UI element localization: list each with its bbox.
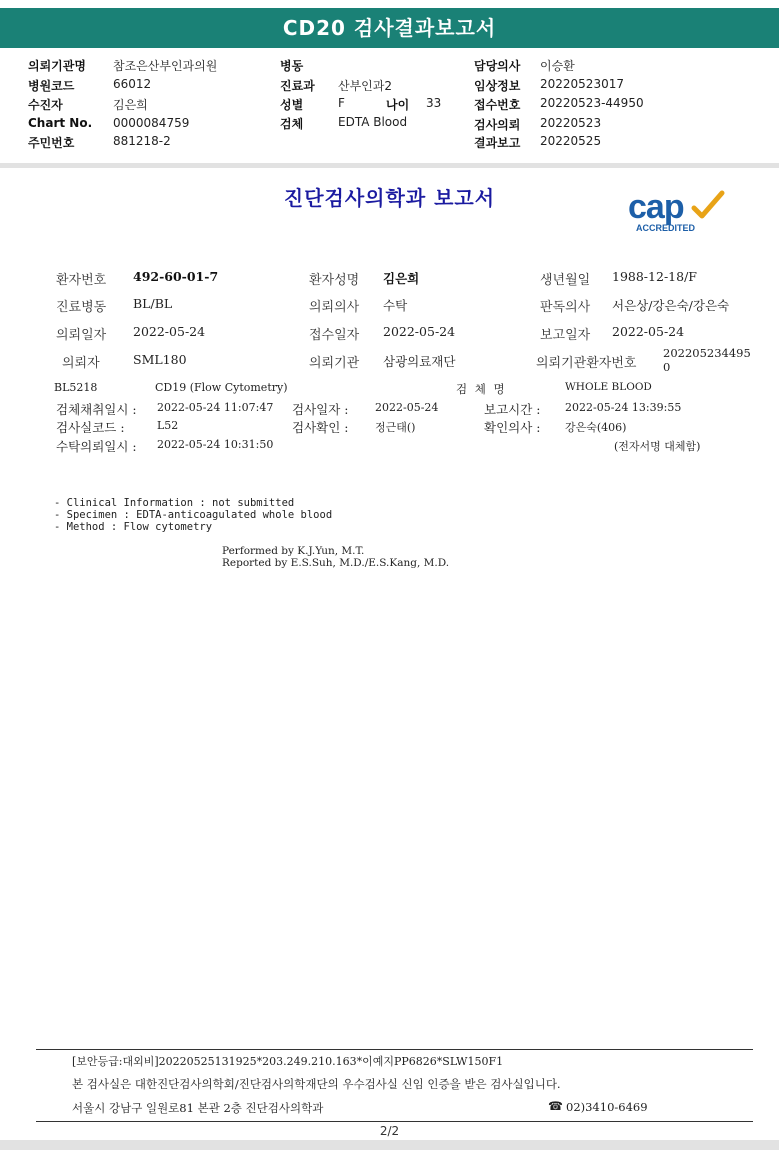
hospital-code-value: 66012 (113, 77, 152, 91)
outsource-time-value: 2022-05-24 10:31:50 (157, 438, 274, 451)
birthdate-value: 1988-12-18/F (612, 269, 697, 284)
department-value: 산부인과2 (338, 79, 393, 93)
receipt-no-label: 접수번호 (474, 98, 521, 112)
note-clinical-info: - Clinical Information : not submitted (54, 497, 295, 509)
certification-text: 본 검사실은 대한진단검사의학회/진단검사의학재단의 우수검사실 신임 인증을 받은 검사실입니다. (72, 1077, 561, 1091)
request-date-label: 의뢰일자 (56, 328, 107, 343)
requester-value: SML180 (133, 352, 187, 367)
sex-label: 성별 (280, 98, 304, 112)
document-title: CD20 검사결과보고서 (282, 16, 497, 40)
test-date-value: 2022-05-24 (375, 401, 439, 414)
department-label: 진료과 (280, 79, 315, 93)
lab-code-label: 검사실코드 : (56, 420, 125, 435)
institution-patient-no-wrap: 0 (663, 360, 671, 374)
request-date-value: 2022-05-24 (133, 324, 206, 339)
phone-icon: ☎ (548, 1099, 563, 1113)
cap-logo-text: cap (628, 188, 684, 226)
confirm-doctor-label: 확인의사 : (484, 420, 541, 435)
test-name: CD19 (Flow Cytometry) (155, 381, 288, 394)
lab-phone: 02)3410-6469 (566, 1100, 648, 1114)
hospital-code-label: 병원코드 (28, 79, 75, 93)
patient-label: 수진자 (28, 98, 63, 112)
cap-accredited-logo (626, 190, 736, 236)
report-time-value: 2022-05-24 13:39:55 (565, 401, 682, 414)
receipt-no-value: 20220523-44950 (540, 96, 644, 110)
footer-bottom-rule (36, 1121, 753, 1122)
requesting-doctor-value: 수탁 (383, 298, 408, 313)
footer-top-rule (36, 1049, 753, 1050)
patient-no-label: 환자번호 (56, 273, 107, 288)
institution-patient-no-label: 의뢰기관환자번호 (536, 356, 637, 371)
ward-code-label: 진료병동 (56, 300, 107, 315)
reading-doctor-label: 판독의사 (540, 300, 591, 315)
outsource-time-label: 수탁의뢰일시 : (56, 439, 137, 454)
chart-no-value: 0000084759 (113, 116, 190, 130)
result-report-value: 20220525 (540, 134, 602, 148)
report-date-label: 보고일자 (540, 328, 591, 343)
test-confirm-value: 정근태() (375, 421, 416, 434)
result-report-label: 결과보고 (474, 136, 521, 150)
test-confirm-label: 검사확인 : (292, 420, 349, 435)
chart-no-label: Chart No. (28, 116, 93, 130)
reported-by: Reported by E.S.Suh, M.D./E.S.Kang, M.D. (222, 557, 450, 569)
collection-time-value: 2022-05-24 11:07:47 (157, 401, 274, 414)
requester-label: 의뢰자 (62, 356, 100, 371)
report-date-value: 2022-05-24 (612, 324, 685, 339)
report-title: 진단검사의학과 보고서 (283, 186, 496, 210)
page-number: 2/2 (379, 1124, 400, 1138)
resident-no-label: 주민번호 (28, 136, 75, 150)
specimen-name-label: 검 체 명 (456, 382, 507, 396)
checkmark-icon (690, 190, 726, 220)
specimen-name-value: WHOLE BLOOD (565, 381, 652, 393)
security-line: [보안등급:대외비]20220525131925*203.249.210.163*이예지PP6826*SLW150F1 (72, 1055, 504, 1068)
physician-label: 담당의사 (474, 59, 521, 73)
specimen-value: EDTA Blood (338, 115, 408, 129)
institution-label: 의뢰기관명 (28, 59, 86, 73)
lab-address: 서울시 강남구 일원로81 본관 2층 진단검사의학과 (72, 1101, 324, 1115)
age-value: 33 (426, 96, 442, 110)
requesting-doctor-label: 의뢰의사 (309, 300, 360, 315)
sex-value: F (338, 96, 345, 110)
patient-name-label: 환자성명 (309, 273, 360, 288)
clinical-info-label: 임상정보 (474, 79, 521, 93)
note-method: - Method : Flow cytometry (54, 521, 213, 533)
lab-code-value: L52 (157, 419, 179, 432)
patient-name-value: 김은희 (383, 271, 420, 286)
specimen-label: 검체 (280, 117, 304, 131)
collection-time-label: 검체채취일시 : (56, 402, 137, 417)
test-code: BL5218 (54, 381, 98, 394)
institution-value: 참조은산부인과의원 (113, 59, 218, 73)
age-label: 나이 (386, 98, 410, 112)
performed-by: Performed by K.J.Yun, M.T. (222, 545, 365, 557)
page-bottom-gap (0, 1140, 779, 1150)
confirm-doctor-value: 강은숙(406) (565, 421, 627, 434)
report-time-label: 보고시간 : (484, 402, 541, 417)
note-specimen: - Specimen : EDTA-anticoagulated whole blood (54, 509, 333, 521)
patient-no-value: 492-60-01-7 (133, 269, 219, 284)
reading-doctor-value: 서은상/강은숙/강은숙 (612, 298, 730, 313)
requesting-institution-value: 삼광의료재단 (383, 354, 456, 369)
requesting-institution-label: 의뢰기관 (309, 356, 360, 371)
receipt-date-value: 2022-05-24 (383, 324, 456, 339)
header-separator (0, 163, 779, 168)
ward-label: 병동 (280, 59, 304, 73)
ward-code-value: BL/BL (133, 296, 173, 311)
receipt-date-label: 접수일자 (309, 328, 360, 343)
esign-note: (전자서명 대체함) (614, 440, 701, 453)
test-request-label: 검사의뢰 (474, 118, 521, 132)
cap-accredited-text: ACCREDITED (636, 223, 696, 233)
clinical-info-value: 20220523017 (540, 77, 624, 91)
test-request-value: 20220523 (540, 116, 602, 130)
birthdate-label: 생년월일 (540, 273, 591, 288)
patient-value: 김은희 (113, 98, 148, 112)
test-date-label: 검사일자 : (292, 402, 349, 417)
physician-value: 이승환 (540, 59, 575, 73)
institution-patient-no-value: 202205234495 (663, 346, 751, 360)
resident-no-value: 881218-2 (113, 134, 171, 148)
